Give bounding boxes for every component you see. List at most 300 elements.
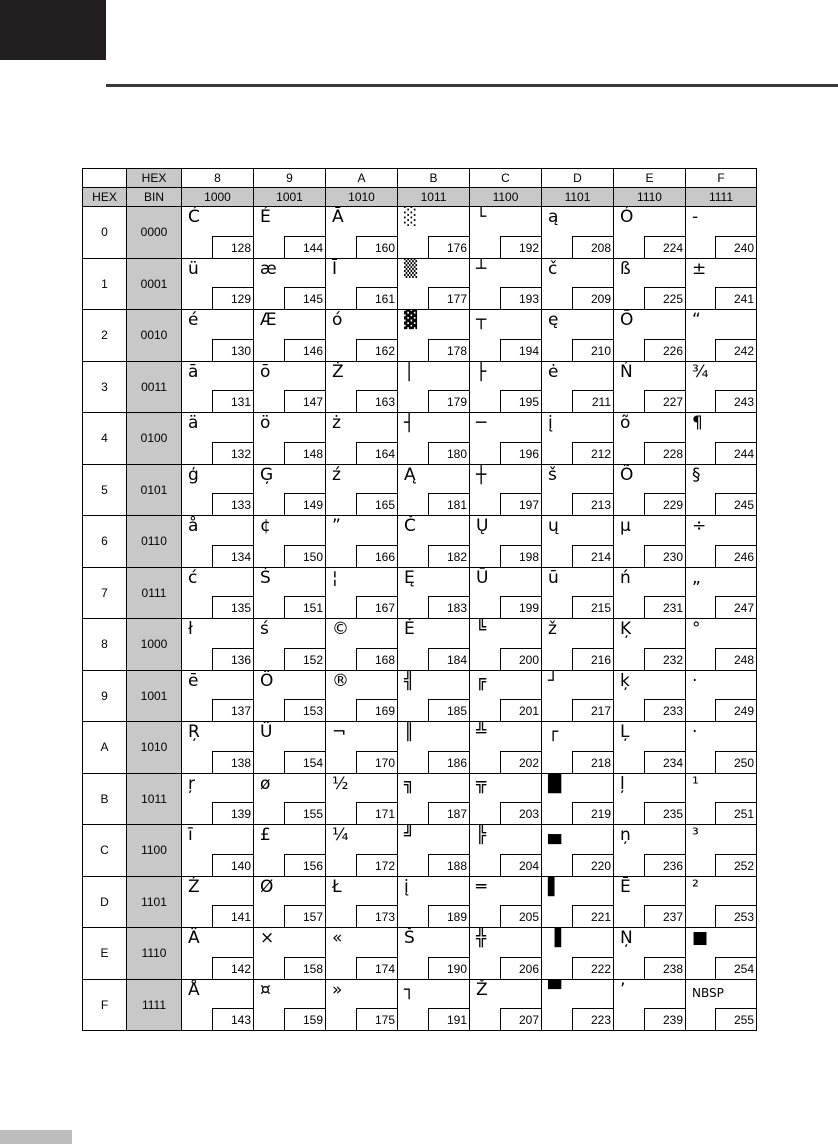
char-glyph: Ļ <box>620 722 630 742</box>
char-glyph: ▀ <box>548 979 562 1000</box>
char-glyph: Ē <box>620 876 631 897</box>
char-glyph: Ģ <box>260 464 274 485</box>
table-row <box>83 928 757 980</box>
char-cell <box>326 979 398 1031</box>
row-hex-label: E <box>83 928 127 980</box>
char-decimal-code: 206 <box>500 957 541 979</box>
char-cell <box>182 670 254 722</box>
char-glyph: ¬ <box>332 722 347 742</box>
char-glyph: į <box>404 876 409 897</box>
char-cell <box>398 722 470 774</box>
corner-cell <box>83 169 127 188</box>
char-glyph: ▌ <box>548 876 562 897</box>
table-row <box>83 567 757 619</box>
table-body <box>83 169 757 1031</box>
char-glyph: ═ <box>476 876 487 897</box>
char-decimal-code: 154 <box>284 751 325 773</box>
char-cell <box>182 928 254 980</box>
char-glyph: Ź <box>188 876 200 897</box>
char-cell <box>686 670 757 722</box>
char-glyph: ░ <box>404 207 418 227</box>
char-decimal-code: 210 <box>572 339 613 361</box>
char-cell <box>614 413 686 465</box>
char-decimal-code: 134 <box>212 545 253 567</box>
char-cell <box>182 876 254 928</box>
char-glyph: ” <box>332 516 341 536</box>
char-glyph: ½ <box>332 773 349 794</box>
char-cell <box>254 207 326 259</box>
char-cell <box>542 825 614 877</box>
char-decimal-code: 212 <box>572 442 613 464</box>
char-cell <box>182 722 254 774</box>
char-glyph: ▓ <box>404 310 418 330</box>
char-decimal-code: 223 <box>572 1008 613 1030</box>
char-decimal-code: 168 <box>356 648 397 670</box>
char-cell <box>326 413 398 465</box>
char-cell <box>254 361 326 413</box>
row-bin-label: 1111 <box>127 979 182 1031</box>
char-decimal-code: 129 <box>212 287 253 309</box>
char-glyph: ž <box>548 619 557 639</box>
char-glyph: ® <box>332 670 349 691</box>
char-glyph: é <box>188 310 199 330</box>
char-cell <box>254 825 326 877</box>
char-decimal-code: 229 <box>644 493 685 515</box>
char-decimal-code: 167 <box>356 596 397 618</box>
char-cell <box>254 464 326 516</box>
char-cell <box>686 516 757 568</box>
char-cell <box>542 413 614 465</box>
char-decimal-code: 181 <box>428 493 469 515</box>
char-glyph: × <box>260 928 275 948</box>
char-decimal-code: 135 <box>212 596 253 618</box>
char-cell <box>686 773 757 825</box>
char-cell <box>398 464 470 516</box>
char-cell <box>470 619 542 671</box>
char-decimal-code: 216 <box>572 648 613 670</box>
char-glyph: ▐ <box>548 928 562 948</box>
char-decimal-code: 155 <box>284 802 325 824</box>
char-decimal-code: 164 <box>356 442 397 464</box>
char-decimal-code: 192 <box>500 236 541 258</box>
row-hex-label: D <box>83 876 127 928</box>
char-decimal-code: 211 <box>572 390 613 412</box>
char-glyph: ć <box>188 567 198 588</box>
char-cell <box>254 567 326 619</box>
char-decimal-code: 133 <box>212 493 253 515</box>
row-bin-label: 1001 <box>127 670 182 722</box>
char-glyph: ─ <box>476 413 487 433</box>
char-decimal-code: 132 <box>212 442 253 464</box>
char-glyph: ┼ <box>476 464 487 485</box>
code-page-table <box>82 168 757 1031</box>
char-decimal-code: 233 <box>644 699 685 721</box>
col-bin-1010: 1010 <box>326 188 398 207</box>
char-decimal-code: 160 <box>356 236 397 258</box>
char-cell <box>614 670 686 722</box>
char-glyph: ╝ <box>404 825 415 845</box>
char-cell <box>614 928 686 980</box>
char-decimal-code: 163 <box>356 390 397 412</box>
char-decimal-code: 137 <box>212 699 253 721</box>
char-decimal-code: 221 <box>572 905 613 927</box>
char-cell <box>614 258 686 310</box>
char-decimal-code: 178 <box>428 339 469 361</box>
char-glyph: ź <box>332 464 341 485</box>
char-cell <box>398 516 470 568</box>
char-cell <box>542 670 614 722</box>
char-cell <box>614 310 686 362</box>
char-glyph: ¢ <box>260 516 271 536</box>
char-cell <box>470 722 542 774</box>
char-glyph: ├ <box>476 361 487 382</box>
row-bin-label: 0100 <box>127 413 182 465</box>
char-glyph: “ <box>692 310 701 330</box>
char-glyph: ² <box>692 876 699 897</box>
char-decimal-code: 249 <box>715 699 756 721</box>
char-decimal-code: 246 <box>715 545 756 567</box>
char-glyph: ╬ <box>476 928 487 948</box>
char-cell <box>542 979 614 1031</box>
char-cell <box>326 670 398 722</box>
col-bin-1111: 1111 <box>686 188 757 207</box>
char-cell <box>470 258 542 310</box>
row-bin-label: 1110 <box>127 928 182 980</box>
char-decimal-code: 199 <box>500 596 541 618</box>
char-glyph: å <box>188 516 199 536</box>
row-bin-label: 0011 <box>127 361 182 413</box>
char-cell <box>254 876 326 928</box>
row-bin-label: 0010 <box>127 310 182 362</box>
table-row <box>83 722 757 774</box>
char-decimal-code: 243 <box>715 390 756 412</box>
table-row <box>83 413 757 465</box>
header-corner-block <box>0 0 106 60</box>
char-cell <box>542 722 614 774</box>
char-glyph: Ż <box>332 361 344 382</box>
char-cell <box>470 207 542 259</box>
col-hex-c: C <box>470 169 542 188</box>
char-decimal-code: 170 <box>356 751 397 773</box>
char-decimal-code: 204 <box>500 854 541 876</box>
char-cell <box>542 773 614 825</box>
char-glyph: ļ <box>620 773 625 794</box>
char-decimal-code: 161 <box>356 287 397 309</box>
char-glyph: © <box>332 619 349 639</box>
char-glyph: Ų <box>476 516 489 536</box>
char-glyph: į <box>548 413 553 433</box>
row-bin-label: 0001 <box>127 258 182 310</box>
col-bin-1101: 1101 <box>542 188 614 207</box>
table-row <box>83 516 757 568</box>
char-decimal-code: 224 <box>644 236 685 258</box>
char-glyph: ┘ <box>548 670 559 691</box>
char-glyph: ņ <box>620 825 631 845</box>
row-hex-label: C <box>83 825 127 877</box>
char-decimal-code: 227 <box>644 390 685 412</box>
char-decimal-code: 139 <box>212 802 253 824</box>
char-cell <box>614 773 686 825</box>
char-cell <box>398 413 470 465</box>
char-cell <box>614 979 686 1031</box>
char-decimal-code: 186 <box>428 751 469 773</box>
char-decimal-code: 159 <box>284 1008 325 1030</box>
char-glyph: ā <box>188 361 199 382</box>
char-cell <box>182 310 254 362</box>
char-glyph: ¦ <box>332 567 338 588</box>
char-cell <box>614 516 686 568</box>
char-decimal-code: 148 <box>284 442 325 464</box>
char-glyph: Ä <box>188 928 200 948</box>
char-decimal-code: 238 <box>644 957 685 979</box>
char-cell <box>686 928 757 980</box>
char-glyph: ę <box>548 310 559 330</box>
char-decimal-code: 234 <box>644 751 685 773</box>
char-decimal-code: 147 <box>284 390 325 412</box>
char-decimal-code: 248 <box>715 648 756 670</box>
char-cell <box>398 207 470 259</box>
char-glyph: ╔ <box>476 670 487 691</box>
char-cell <box>614 722 686 774</box>
char-cell <box>542 516 614 568</box>
char-decimal-code: 183 <box>428 596 469 618</box>
hex-header-label: HEX <box>127 169 182 188</box>
char-decimal-code: 175 <box>356 1008 397 1030</box>
char-glyph: Ö <box>260 670 274 691</box>
char-cell <box>686 361 757 413</box>
char-decimal-code: 240 <box>715 236 756 258</box>
char-glyph: ÷ <box>692 516 707 536</box>
char-decimal-code: 247 <box>715 596 756 618</box>
char-decimal-code: 144 <box>284 236 325 258</box>
char-cell <box>470 979 542 1031</box>
char-cell <box>470 825 542 877</box>
char-cell <box>686 722 757 774</box>
char-cell <box>470 464 542 516</box>
row-hex-label: 5 <box>83 464 127 516</box>
char-decimal-code: 172 <box>356 854 397 876</box>
char-decimal-code: 128 <box>212 236 253 258</box>
char-decimal-code: 237 <box>644 905 685 927</box>
char-decimal-code: 176 <box>428 236 469 258</box>
char-glyph: Ī <box>332 258 338 279</box>
char-cell <box>326 361 398 413</box>
col-hex-f: F <box>686 169 757 188</box>
char-decimal-code: 180 <box>428 442 469 464</box>
char-cell <box>398 567 470 619</box>
char-decimal-code: 173 <box>356 905 397 927</box>
char-glyph: É <box>260 207 271 227</box>
row-hex-label: 6 <box>83 516 127 568</box>
row-hex-label: 1 <box>83 258 127 310</box>
char-decimal-code: 236 <box>644 854 685 876</box>
char-glyph: ś <box>260 619 269 639</box>
char-cell <box>686 979 757 1031</box>
char-glyph: └ <box>476 207 487 227</box>
char-decimal-code: 220 <box>572 854 613 876</box>
header-row-hex <box>83 169 757 188</box>
char-decimal-code: 171 <box>356 802 397 824</box>
row-hex-label: 0 <box>83 207 127 259</box>
char-glyph: µ <box>620 516 631 536</box>
char-cell <box>686 567 757 619</box>
char-cell <box>686 207 757 259</box>
row-bin-label: 0101 <box>127 464 182 516</box>
char-cell <box>542 207 614 259</box>
table-row <box>83 619 757 671</box>
char-glyph: « <box>332 928 343 948</box>
row-bin-label: 1011 <box>127 773 182 825</box>
table-row <box>83 464 757 516</box>
row-bin-label: 0000 <box>127 207 182 259</box>
col-bin-1001: 1001 <box>254 188 326 207</box>
char-glyph: Ą <box>404 464 416 485</box>
char-decimal-code: 156 <box>284 854 325 876</box>
char-decimal-code: 203 <box>500 802 541 824</box>
char-cell <box>686 619 757 671</box>
char-glyph: ė <box>548 361 559 382</box>
char-decimal-code: 217 <box>572 699 613 721</box>
char-cell <box>614 207 686 259</box>
char-cell <box>182 825 254 877</box>
char-decimal-code: 205 <box>500 905 541 927</box>
char-cell <box>614 825 686 877</box>
row-hex-label: 4 <box>83 413 127 465</box>
char-glyph: Ŗ <box>188 722 200 742</box>
char-cell <box>398 619 470 671</box>
char-cell <box>182 619 254 671</box>
char-glyph: č <box>548 258 558 279</box>
char-decimal-code: 213 <box>572 493 613 515</box>
char-cell <box>254 773 326 825</box>
char-decimal-code: 226 <box>644 339 685 361</box>
char-decimal-code: 197 <box>500 493 541 515</box>
char-glyph: █ <box>548 773 562 794</box>
char-cell <box>182 207 254 259</box>
char-decimal-code: 141 <box>212 905 253 927</box>
char-cell <box>470 361 542 413</box>
bin-header-label: BIN <box>127 188 182 207</box>
char-glyph: ╩ <box>476 722 487 742</box>
char-glyph: ą <box>548 207 559 227</box>
char-cell <box>182 413 254 465</box>
char-glyph: Ü <box>260 722 273 742</box>
table-row <box>83 876 757 928</box>
row-hex-label: 2 <box>83 310 127 362</box>
char-cell <box>614 619 686 671</box>
char-glyph: Ę <box>404 567 415 588</box>
char-decimal-code: 250 <box>715 751 756 773</box>
char-cell <box>398 310 470 362</box>
char-glyph: Õ <box>620 464 634 485</box>
char-decimal-code: 191 <box>428 1008 469 1030</box>
char-cell <box>182 516 254 568</box>
row-bin-label: 1100 <box>127 825 182 877</box>
row-hex-label: A <box>83 722 127 774</box>
char-cell <box>614 876 686 928</box>
char-glyph: ŗ <box>188 773 195 794</box>
char-cell <box>542 567 614 619</box>
col-hex-b: B <box>398 169 470 188</box>
char-decimal-code: 214 <box>572 545 613 567</box>
char-cell <box>398 876 470 928</box>
col-hex-8: 8 <box>182 169 254 188</box>
char-glyph: · <box>692 670 698 691</box>
header-row-bin <box>83 188 757 207</box>
char-cell <box>398 258 470 310</box>
char-decimal-code: 194 <box>500 339 541 361</box>
char-decimal-code: 187 <box>428 802 469 824</box>
row-hex-label: 7 <box>83 567 127 619</box>
char-glyph: Ū <box>476 567 489 588</box>
char-cell <box>470 773 542 825</box>
char-decimal-code: 254 <box>715 957 756 979</box>
char-decimal-code: 200 <box>500 648 541 670</box>
char-glyph: ō <box>260 361 271 382</box>
char-decimal-code: 177 <box>428 287 469 309</box>
char-decimal-code: 253 <box>715 905 756 927</box>
char-cell <box>398 928 470 980</box>
row-bin-label: 0110 <box>127 516 182 568</box>
char-glyph: Č <box>404 516 416 536</box>
char-glyph: ┴ <box>476 258 487 279</box>
char-glyph: ü <box>188 258 199 279</box>
char-decimal-code: 138 <box>212 751 253 773</box>
row-bin-label: 1010 <box>127 722 182 774</box>
char-decimal-code: 198 <box>500 545 541 567</box>
col-hex-a: A <box>326 169 398 188</box>
char-decimal-code: 146 <box>284 339 325 361</box>
char-glyph: ī <box>188 825 193 845</box>
char-decimal-code: 218 <box>572 751 613 773</box>
char-glyph: ä <box>188 413 199 433</box>
char-cell <box>254 722 326 774</box>
char-cell <box>398 670 470 722</box>
char-cell <box>182 361 254 413</box>
char-decimal-code: 142 <box>212 957 253 979</box>
char-cell <box>326 464 398 516</box>
char-glyph: ¾ <box>692 361 709 382</box>
char-decimal-code: 140 <box>212 854 253 876</box>
table-row <box>83 773 757 825</box>
char-decimal-code: 165 <box>356 493 397 515</box>
char-glyph: ± <box>692 258 707 279</box>
char-cell <box>542 876 614 928</box>
char-glyph: ¶ <box>692 413 703 433</box>
char-glyph: Ć <box>188 207 200 227</box>
table-row <box>83 310 757 362</box>
char-glyph: ū <box>548 567 559 588</box>
char-glyph: NBSP <box>692 985 724 1000</box>
char-cell <box>542 258 614 310</box>
char-cell <box>182 567 254 619</box>
char-decimal-code: 130 <box>212 339 253 361</box>
char-cell <box>182 979 254 1031</box>
char-glyph: ģ <box>188 464 199 485</box>
char-cell <box>542 619 614 671</box>
char-cell <box>542 310 614 362</box>
char-glyph: Ń <box>620 361 633 382</box>
char-cell <box>254 413 326 465</box>
char-cell <box>470 516 542 568</box>
row-bin-label: 1101 <box>127 876 182 928</box>
char-cell <box>326 207 398 259</box>
char-cell <box>686 464 757 516</box>
char-glyph: ż <box>332 413 341 433</box>
char-decimal-code: 235 <box>644 802 685 824</box>
char-decimal-code: 152 <box>284 648 325 670</box>
char-cell <box>470 567 542 619</box>
